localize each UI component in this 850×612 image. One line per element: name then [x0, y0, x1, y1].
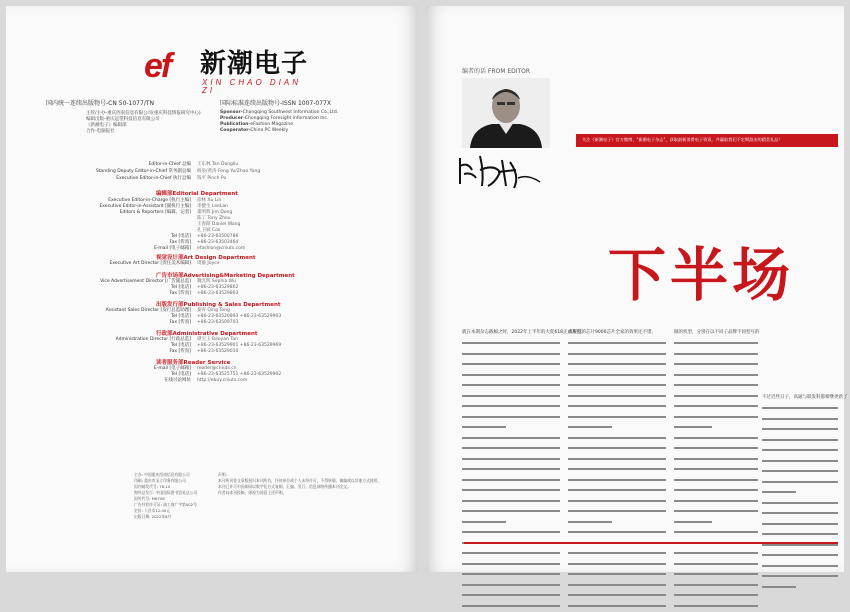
dept-title-admin: 行政部Administrative Department	[156, 329, 258, 337]
editor-signature	[454, 148, 544, 192]
editor-photo	[462, 78, 550, 148]
publication-row-en: Publication-eFashion Magazine	[220, 122, 293, 127]
article-column-1	[462, 339, 560, 612]
text-line	[762, 575, 838, 583]
text-line	[462, 374, 560, 382]
publication-row: 《新潮电子》编辑部	[86, 122, 127, 128]
text-line	[568, 489, 666, 497]
text-line	[568, 479, 666, 487]
text-line	[762, 565, 838, 573]
staff-line: Executive Editor-in-Assistant [副执行主编] 李健生 LeeLan	[91, 203, 301, 210]
dept-title-advertising: 广告市场部Advertising&Marketing Department	[156, 271, 295, 279]
text-line	[462, 405, 560, 413]
text-line	[568, 500, 666, 508]
text-line	[674, 489, 758, 497]
text-line	[674, 363, 758, 371]
staff-line: 孔卫斌 Cox	[91, 227, 301, 234]
cooperator-row-en: Cooperator-China PC Weekly	[220, 128, 288, 133]
text-line	[568, 447, 666, 455]
column-3-preview: 做的机型，分别在以不同子品牌不同型号的	[674, 329, 764, 335]
logo-pinyin: XIN CHAO DIAN ZI	[202, 79, 314, 95]
staff-line: Tel [电话] +86-23-63500786	[91, 233, 301, 240]
text-line	[674, 374, 758, 382]
text-line	[462, 510, 560, 518]
text-line	[762, 502, 838, 510]
text-line	[462, 458, 560, 466]
text-line	[462, 479, 560, 487]
staff-line: Fax [传真] +86-23-63529010	[91, 348, 301, 355]
text-line	[568, 374, 666, 382]
text-line	[762, 586, 838, 594]
text-line	[462, 584, 560, 592]
weibo-banner: 关注《新潮电子》官方微博、"新潮电子杂志"，获取最新消费电子资讯，并赢取我们不定期派出的精美礼品！	[576, 134, 838, 147]
column-4-preview: 不过近些日子，高通与联发科都相继更新了	[762, 394, 838, 400]
text-line	[674, 458, 758, 466]
text-line	[674, 447, 758, 455]
dept-title-editorial: 编辑部Editorial Department	[156, 189, 238, 197]
text-line	[674, 584, 758, 592]
logo-mark: ef	[144, 46, 170, 86]
article-column-4	[762, 404, 838, 593]
text-line	[674, 342, 758, 350]
text-line	[674, 468, 758, 476]
cooperator-row: 合作-电脑报社	[86, 128, 115, 134]
text-line	[568, 384, 666, 392]
text-line	[762, 439, 838, 447]
dept-title-reader: 读者服务部Reader Service	[156, 358, 230, 366]
dept-title-publishing: 出版发行部Publishing & Sales Department	[156, 300, 281, 308]
text-line	[462, 552, 560, 560]
issn-number: 国际标准连续出版物号-ISSN 1007-077X	[220, 98, 331, 107]
text-line	[568, 363, 666, 371]
text-line	[568, 437, 666, 445]
staff-line: E-mail [电子邮箱] reader@cniuts.cn	[91, 365, 301, 372]
text-line	[674, 510, 758, 518]
text-line	[674, 384, 758, 392]
text-line	[568, 405, 666, 413]
text-line	[674, 552, 758, 560]
bottom-rule	[464, 542, 838, 544]
text-line	[568, 552, 666, 560]
staff-line: 陈丁 Tony Zhou	[91, 215, 301, 222]
text-line	[568, 584, 666, 592]
text-line	[462, 353, 560, 361]
text-line	[462, 531, 560, 539]
text-line	[762, 481, 838, 489]
text-line	[568, 353, 666, 361]
footer-imprint: 主办: 中国重庆西南信息有限公司 印刷: 重庆市圣立印务有限公司 国内邮发代号: 78-10 海外总发行: 中国国际图书贸易总公司 国外代号: M6706 广告经营许可证: 渝工商广字第002号 定价: 人民币12.00元 出版日期: 2022年8月	[134, 472, 197, 520]
text-line	[674, 395, 758, 403]
column-2-preview: 旗舰型的芯片9000芯片全家的效果还不错，	[568, 329, 664, 335]
staff-line: Executive Editor-in-Chief 执行总编 钱平 Pinch Pu	[91, 175, 301, 182]
staff-line: Fax [传真] +86-23-63503464	[91, 239, 301, 246]
footer-statement: 声明: 本刊所刊登文章版权归本刊所有，任何单位或个人未经许可，不得转载、摘编或以其他方式使用。 本刊已许可中国知网以数字化方式复制、汇编、发行、信息网络传播本刊全文。 作者向本刊投稿，即视为同意上述声明。	[218, 472, 388, 496]
text-line	[462, 500, 560, 508]
staff-line: Executive Editor-in-Charge [执行主编] 徐林 Xu Lin	[91, 197, 301, 204]
dept-title-art: 视觉设计部Art Design Department	[156, 253, 256, 261]
text-line	[568, 510, 666, 518]
text-line	[568, 573, 666, 581]
text-line	[674, 563, 758, 571]
staff-line: Vice Advertisement Director [广告副总监] 魏光明 Sophia Wu	[91, 278, 301, 285]
staff-line: Executive Art Director [责任美术编辑] 周静 Joyce	[91, 260, 301, 267]
staff-line: Tel [电话] +86-23-63529802	[91, 284, 301, 291]
text-line	[762, 533, 838, 541]
text-line	[568, 531, 666, 539]
staff-line: Editors & Reporters [编辑、记者] 董明辉 Jim Dong	[91, 209, 301, 216]
staff-line: E-mail [电子邮箱] efashion@cniuts.com	[91, 245, 301, 252]
text-line	[462, 416, 560, 424]
text-line	[568, 426, 666, 434]
editor-label: 编者的话 FROM EDITOR	[462, 66, 530, 75]
text-line	[674, 416, 758, 424]
text-line	[462, 468, 560, 476]
sponsor-row-en: Sponsor-Chongqing Southwest Information Co.,Ltd.	[220, 110, 338, 115]
staff-line: 在线讨论网址 http://ebuy.cniuts.com	[91, 377, 301, 384]
text-line	[762, 512, 838, 520]
text-line	[462, 447, 560, 455]
text-line	[462, 363, 560, 371]
text-line	[762, 491, 838, 499]
text-line	[462, 563, 560, 571]
sponsor-row: 主管/主办-重庆西南信息有限公司(重庆科技情报研究中心)	[86, 110, 201, 116]
staff-line: Tel [电话] +86-23-63525751 +86-23-63529902	[91, 371, 301, 378]
staff-line: Administration Director [行政总监] 谭宝玉 Baoyan Tan	[91, 336, 301, 343]
producer-row: 编辑出版-重庆远望科技信息有限公司	[86, 116, 160, 122]
text-line	[462, 384, 560, 392]
right-page	[426, 6, 844, 572]
staff-line: Editor-in-Chief 总编 王东林 Tan Dongliu	[91, 161, 301, 168]
text-line	[674, 353, 758, 361]
text-line	[674, 531, 758, 539]
text-line	[568, 563, 666, 571]
article-headline: 下半场	[608, 240, 794, 310]
text-line	[462, 521, 560, 529]
text-line	[762, 428, 838, 436]
text-line	[568, 468, 666, 476]
text-line	[462, 437, 560, 445]
text-line	[674, 426, 758, 434]
text-line	[568, 521, 666, 529]
text-line	[674, 500, 758, 508]
text-line	[462, 573, 560, 581]
text-line	[762, 407, 838, 415]
staff-line: Fax [传真] +86-23-63529803	[91, 290, 301, 297]
text-line	[762, 449, 838, 457]
producer-row-en: Producer-Chongqing Foresight Information Inc.	[220, 116, 328, 121]
text-line	[568, 605, 666, 612]
staff-line: 王春阳 Daniel Wang	[91, 221, 301, 228]
text-line	[462, 489, 560, 497]
text-line	[762, 470, 838, 478]
article-column-2	[568, 339, 666, 612]
text-line	[762, 544, 838, 552]
staff-line: Assistant Sales Director [发行总监助理] 秦青 Qing Tong	[91, 307, 301, 314]
cn-number: 国内统一连续出版物号-CN 50-1077/TN	[46, 98, 154, 107]
staff-line: Tel [电话] +86-23-63529901 +86-23-63529969	[91, 342, 301, 349]
staff-line: Fax [传真] +86-23-63509703	[91, 319, 301, 326]
text-line	[674, 521, 758, 529]
magazine-logo	[144, 46, 314, 86]
text-line	[568, 342, 666, 350]
logo-title: 新潮电子	[200, 48, 308, 80]
text-line	[568, 395, 666, 403]
column-1-preview: 就在本期杂志截稿之时，2022年上半年的大促618正式开启。	[462, 329, 558, 335]
text-line	[762, 554, 838, 562]
text-line	[674, 479, 758, 487]
staff-line: Standing Deputy Editor-in-Chief 常务副总编 杨泉/黄涛 Feng Yu/Zhao Yang	[91, 168, 301, 175]
article-column-3	[674, 339, 758, 612]
left-page	[6, 6, 418, 572]
text-line	[762, 460, 838, 468]
staff-line: Tel [电话] +86-23-63520993 +86-23-63529903	[91, 313, 301, 320]
text-line	[674, 605, 758, 612]
text-line	[762, 418, 838, 426]
text-line	[674, 573, 758, 581]
text-line	[462, 594, 560, 602]
text-line	[462, 342, 560, 350]
text-line	[674, 437, 758, 445]
text-line	[674, 405, 758, 413]
text-line	[462, 605, 560, 612]
text-line	[674, 594, 758, 602]
text-line	[762, 523, 838, 531]
text-line	[568, 458, 666, 466]
text-line	[568, 594, 666, 602]
text-line	[462, 426, 560, 434]
text-line	[568, 416, 666, 424]
text-line	[462, 395, 560, 403]
